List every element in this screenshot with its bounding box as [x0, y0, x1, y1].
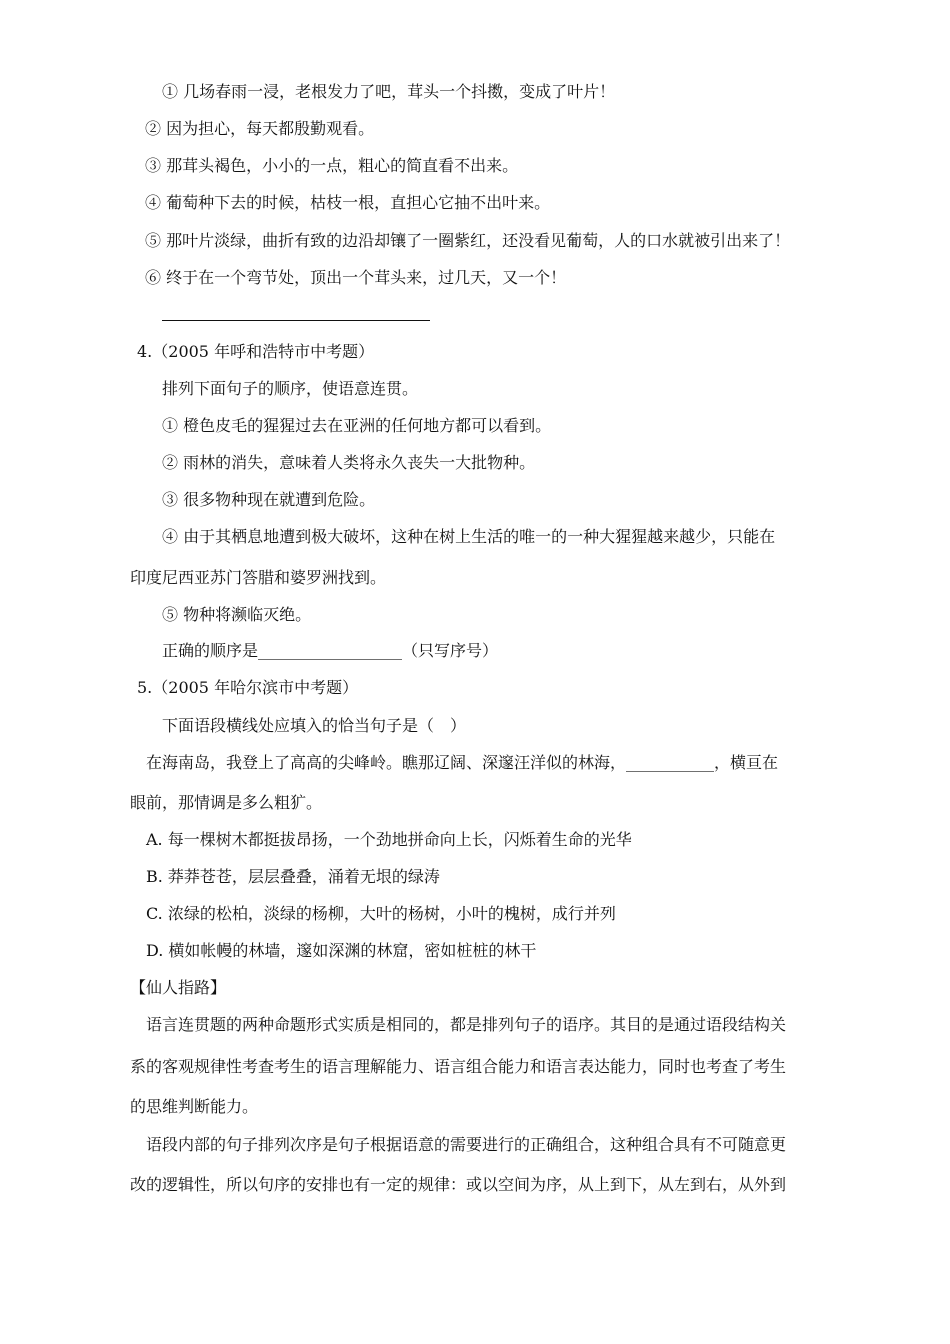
q5-passage-line-1: 在海南岛，我登上了高高的尖峰岭。瞧那辽阔、深邃汪洋似的林海，___________，横亘在 [146, 753, 779, 772]
q3-sentence-6: ⑥ 终于在一个弯节处，顶出一个茸头来，过几天，又一个！ [145, 268, 567, 287]
q4-sentence-4-line-1: ④ 由于其栖息地遭到极大破坏，这种在树上生活的唯一的一种大猩猩越来越少，只能在 [162, 527, 776, 546]
tips-paragraph-2-line-2: 改的逻辑性，所以句序的安排也有一定的规律：或以空间为序，从上到下，从左到右，从外到 [130, 1175, 787, 1194]
q3-sentence-1: ① 几场春雨一浸，老根发力了吧，茸头一个抖擞，变成了叶片！ [162, 82, 616, 101]
q5-passage-line-2: 眼前，那情调是多么粗犷。 [130, 793, 323, 812]
q5-option-d: D. 横如帐幔的林墙，邃如深渊的林窟，密如桩桩的林干 [146, 941, 537, 960]
q4-header: 4.（2005 年呼和浩特市中考题） [137, 342, 375, 361]
tips-paragraph-1-line-2: 系的客观规律性考查考生的语言理解能力、语言组合能力和语言表达能力，同时也考查了考生 [130, 1057, 787, 1076]
q3-sentence-2: ② 因为担心，每天都殷勤观看。 [145, 119, 375, 138]
tips-heading: 【仙人指路】 [130, 978, 227, 997]
q3-sentence-4: ④ 葡萄种下去的时候，枯枝一根，直担心它抽不出叶来。 [145, 193, 551, 212]
q5-option-c: C. 浓绿的松柏，淡绿的杨柳，大叶的杨树，小叶的槐树，成行并列 [146, 904, 616, 923]
q5-header: 5.（2005 年哈尔滨市中考题） [137, 678, 359, 697]
q4-sentence-2: ② 雨林的消失，意味着人类将永久丧失一大批物种。 [162, 453, 536, 472]
tips-paragraph-1-line-3: 的思维判断能力。 [130, 1097, 259, 1116]
q3-sentence-5: ⑤ 那叶片淡绿，曲折有致的边沿却镶了一圈紫红，还没看见葡萄，人的口水就被引出来了！ [145, 231, 791, 250]
q4-sentence-5: ⑤ 物种将濒临灭绝。 [162, 605, 312, 624]
q4-sentence-3: ③ 很多物种现在就遭到危险。 [162, 490, 376, 509]
q4-answer-prompt: 正确的顺序是__________________（只写序号） [162, 641, 499, 660]
q4-sentence-1: ① 橙色皮毛的猩猩过去在亚洲的任何地方都可以看到。 [162, 416, 552, 435]
tips-paragraph-2-line-1: 语段内部的句子排列次序是句子根据语意的需要进行的正确组合，这种组合具有不可随意更 [146, 1135, 787, 1154]
q5-option-a: A. 每一棵树木都挺拔昂扬，一个劲地拼命向上长，闪烁着生命的光华 [146, 830, 632, 849]
q4-instruction: 排列下面句子的顺序，使语意连贯。 [162, 379, 419, 398]
q5-instruction: 下面语段横线处应填入的恰当句子是（ ） [162, 716, 467, 735]
q5-option-b: B. 莽莽苍苍，层层叠叠，涌着无垠的绿涛 [146, 867, 440, 886]
q3-answer-line [162, 320, 430, 321]
tips-paragraph-1-line-1: 语言连贯题的两种命题形式实质是相同的，都是排列句子的语序。其目的是通过语段结构关 [146, 1015, 787, 1034]
q3-sentence-3: ③ 那茸头褐色，小小的一点，粗心的简直看不出来。 [145, 156, 519, 175]
q4-sentence-4-line-2: 印度尼西亚苏门答腊和婆罗洲找到。 [130, 568, 387, 587]
